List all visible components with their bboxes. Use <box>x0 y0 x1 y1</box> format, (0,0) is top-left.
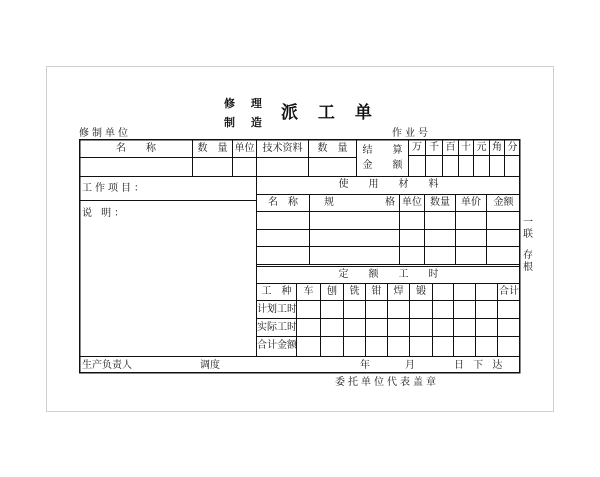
note-label: 说 明： <box>82 208 128 219</box>
digit-bai: 百 <box>445 142 456 153</box>
issue-date-label: 日 下 达 <box>454 360 506 371</box>
trade-total: 合计 <box>499 286 519 297</box>
year-label: 年 <box>360 360 370 371</box>
seal-label: 委托单位代表盖章 <box>335 377 439 388</box>
trade-welding: 焊 <box>393 286 404 297</box>
quota-heading: 定 额 工 时 <box>338 269 439 280</box>
mat-col-name: 名 称 <box>268 197 298 208</box>
settle-label-1: 结 算 <box>362 145 403 156</box>
col-tech-doc: 技术资料 <box>262 143 303 154</box>
settle-label-2: 金 额 <box>362 160 403 171</box>
month-label: 月 <box>405 360 415 371</box>
job-no-label: 作业号 <box>392 128 431 139</box>
mat-col-amount: 金额 <box>493 197 514 208</box>
trade-milling: 铣 <box>349 286 360 297</box>
digit-jiao: 角 <box>492 142 502 153</box>
row-planned-hours: 计划工时 <box>257 304 297 315</box>
digit-fen: 分 <box>507 142 518 153</box>
digit-shi: 十 <box>461 142 471 153</box>
copy-label-1: 一联 <box>523 217 533 240</box>
digit-yuan: 元 <box>476 142 487 153</box>
mat-col-qty: 数量 <box>430 197 450 208</box>
title-manufacture: 制 造 <box>224 116 268 129</box>
col-qty2: 数 量 <box>317 143 348 154</box>
digit-wan: 万 <box>412 142 422 153</box>
page-title: 派 工 单 <box>281 103 379 123</box>
mat-col-unit: 单位 <box>402 197 422 208</box>
work-item-label: 工作项目： <box>82 183 147 194</box>
col-name: 名 称 <box>116 143 156 154</box>
copy-label-2: 存根 <box>523 250 533 273</box>
trade-forging: 锻 <box>416 286 426 297</box>
trade-fitting: 钳 <box>371 286 382 297</box>
responsible-label: 生产负责人 <box>82 360 132 371</box>
title-repair: 修 理 <box>224 97 268 110</box>
materials-heading: 使 用 材 料 <box>338 179 439 190</box>
mat-col-spec-1: 规 <box>324 197 334 208</box>
trade-planing: 刨 <box>327 286 337 297</box>
mat-col-spec-2: 格 <box>385 197 395 208</box>
row-total-amount: 合计金额 <box>257 340 297 351</box>
unit-label: 修制单位 <box>79 128 131 139</box>
mat-col-price: 单价 <box>461 197 481 208</box>
col-quantity: 数 量 <box>197 143 228 154</box>
trade-turning: 车 <box>303 286 314 297</box>
row-actual-hours: 实际工时 <box>257 322 297 333</box>
dispatch-label: 调度 <box>200 360 220 371</box>
col-unit: 单位 <box>234 143 255 154</box>
quota-trade-label: 工 种 <box>261 286 292 297</box>
digit-qian: 千 <box>429 142 439 153</box>
